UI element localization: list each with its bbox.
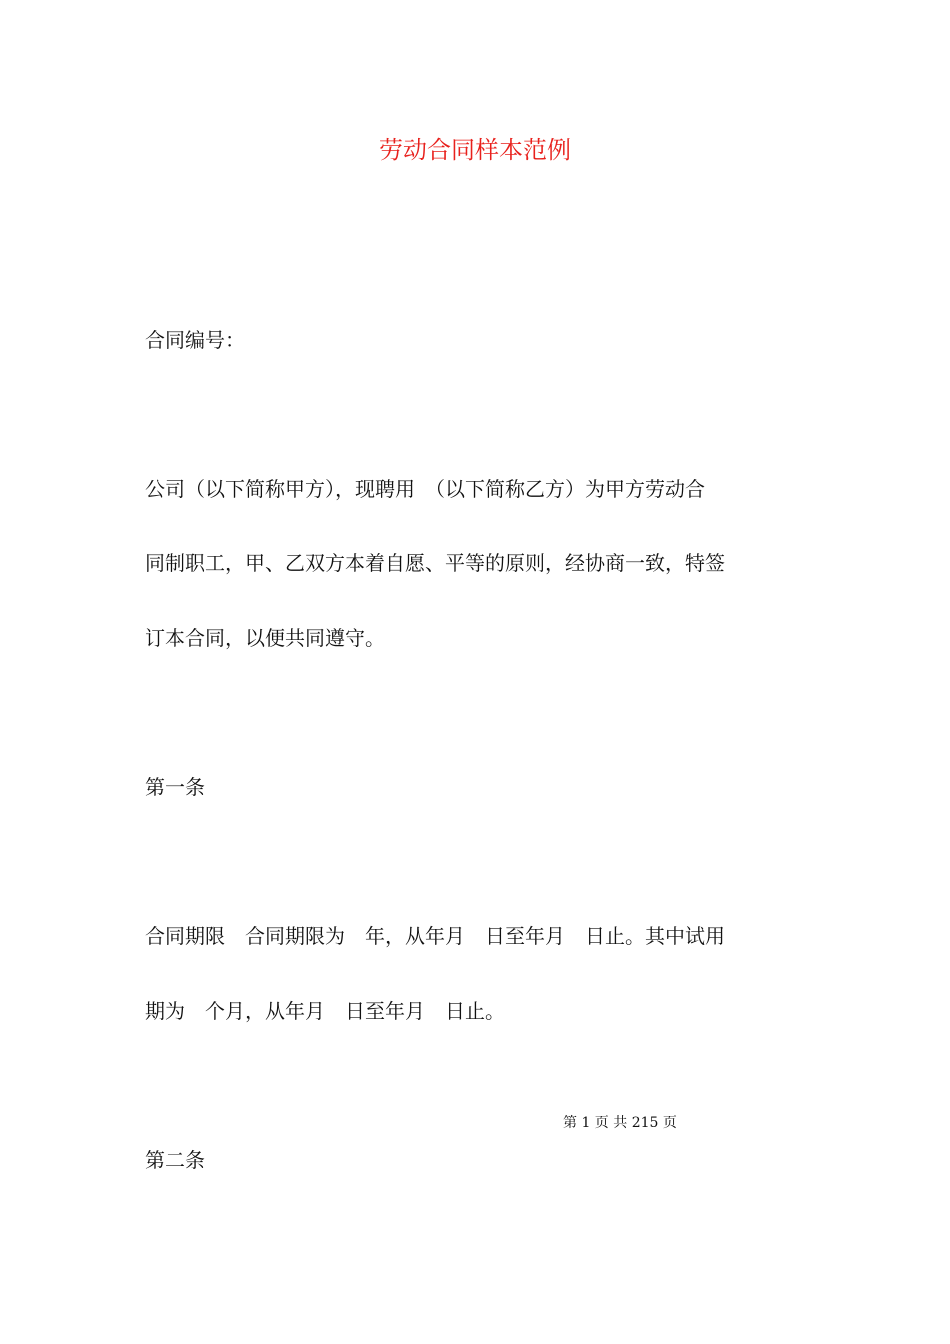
- article-1-text-line-1: 合同期限 合同期限为 年，从年月 日至年月 日止。其中试用: [145, 924, 725, 948]
- page-footer: 第 1 页 共 215 页: [563, 1115, 677, 1131]
- article-1-text-line-2: 期为 个月，从年月 日至年月 日止。: [145, 999, 505, 1023]
- document-title: 劳动合同样本范例: [379, 136, 571, 164]
- paragraph-intro-line-3: 订本合同，以便共同遵守。: [145, 626, 385, 650]
- contract-number-label: 合同编号：: [145, 328, 245, 352]
- paragraph-intro-line-2: 同制职工，甲、乙双方本着自愿、平等的原则，经协商一致，特签: [145, 551, 725, 575]
- article-1-heading: 第一条: [145, 775, 205, 799]
- article-2-heading: 第二条: [145, 1148, 205, 1172]
- paragraph-intro-line-1: 公司（以下简称甲方），现聘用 （以下简称乙方）为甲方劳动合: [145, 477, 705, 501]
